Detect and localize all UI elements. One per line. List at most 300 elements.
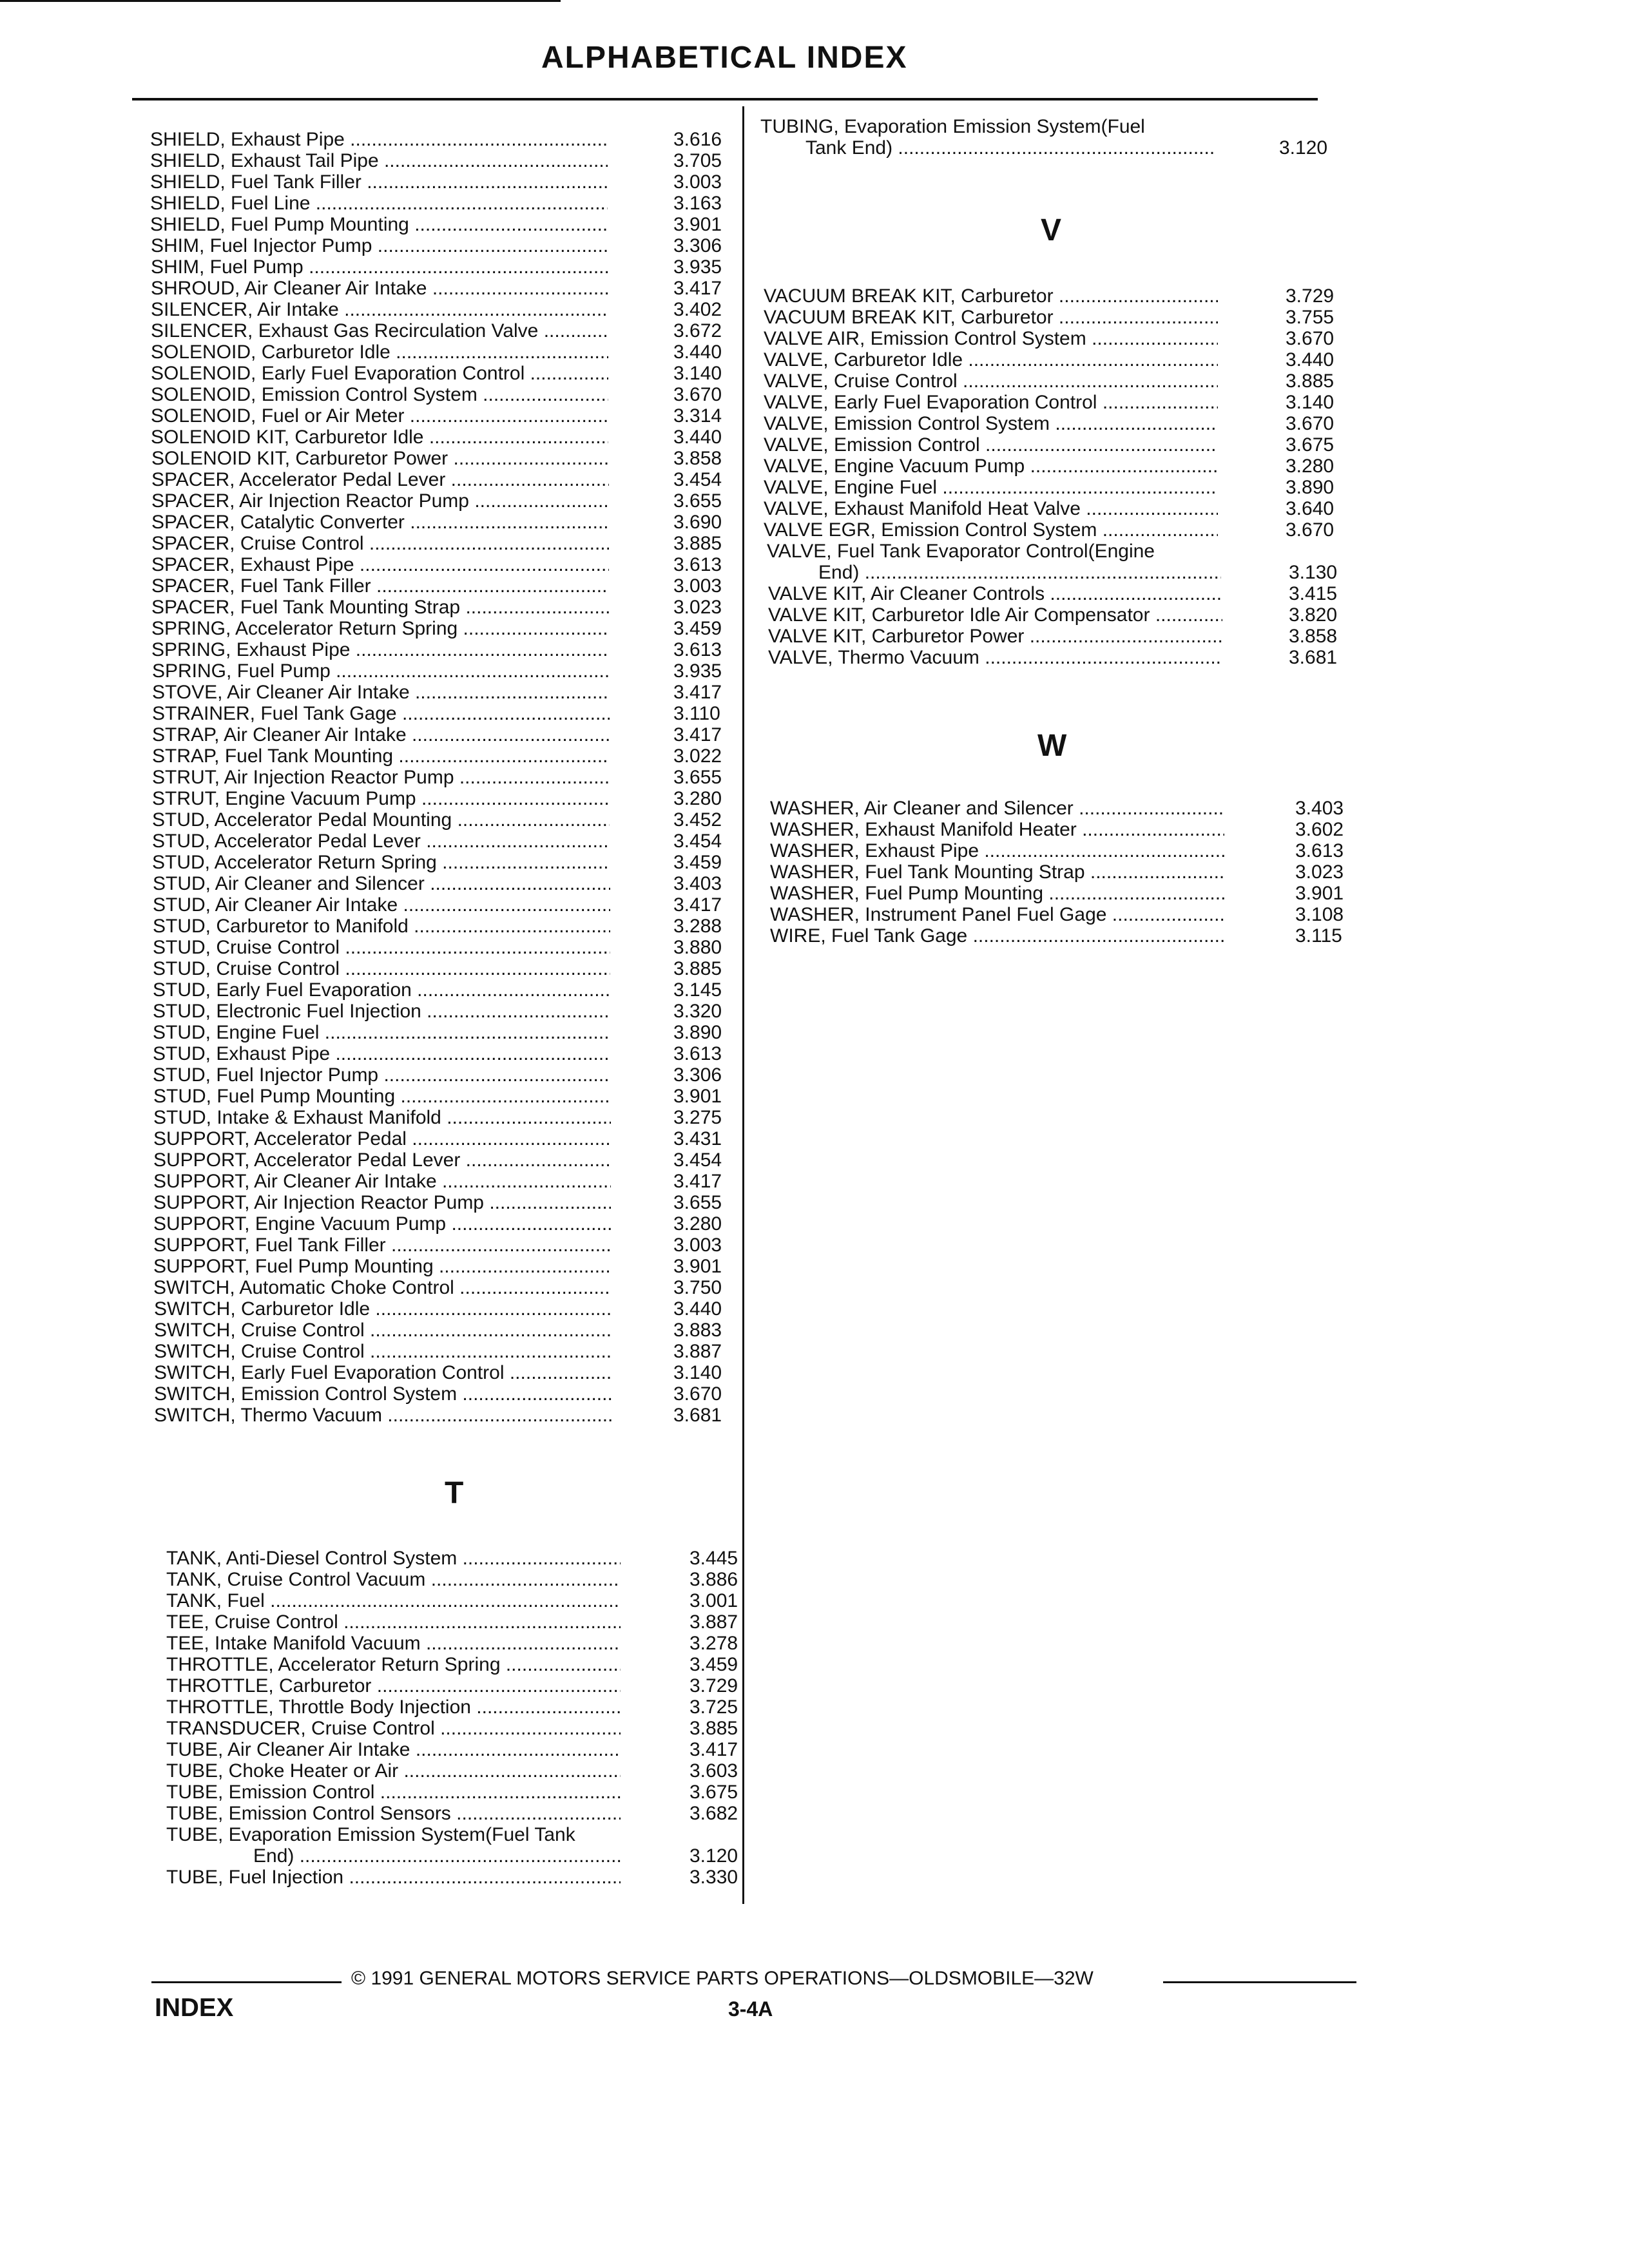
index-entry — [764, 392, 1335, 413]
entry-label: SWITCH, Cruise Control ..... — [154, 1341, 612, 1362]
index-entry — [151, 597, 722, 618]
entry-page: 3.885 — [689, 1718, 738, 1739]
entry-page: 3.454 — [673, 831, 722, 852]
index-entry — [764, 498, 1335, 519]
entry-page: 3.459 — [673, 852, 722, 873]
index-entry — [151, 554, 722, 575]
index-entry — [152, 660, 722, 682]
index-entry — [153, 1192, 722, 1213]
index-entry — [153, 916, 722, 937]
entry-label: SHIELD, Fuel Line ..... — [150, 193, 608, 214]
index-entry — [166, 1696, 738, 1718]
entry-page: 3.640 — [1286, 498, 1335, 519]
entry-label: SHIELD, Fuel Pump Mounting ..... — [150, 214, 608, 235]
index-entry — [768, 583, 1338, 604]
index-entry — [764, 434, 1335, 456]
entry-page: 3.459 — [689, 1654, 738, 1675]
entry-page: 3.003 — [673, 575, 722, 597]
entry-label: TUBE, Emission Control ..... — [166, 1782, 621, 1803]
entry-label: SPACER, Exhaust Pipe ..... — [151, 554, 609, 575]
entry-page: 3.880 — [673, 937, 722, 958]
entry-label: STUD, Fuel Pump Mounting ..... — [153, 1086, 611, 1107]
index-entry — [151, 384, 722, 405]
entry-page: 3.454 — [673, 1149, 722, 1171]
entry-page: 3.613 — [1295, 840, 1344, 861]
entry-label: WASHER, Exhaust Manifold Heater ..... — [770, 819, 1224, 840]
index-entry — [153, 1043, 722, 1064]
entry-label: SUPPORT, Air Injection Reactor Pump ..... — [153, 1192, 611, 1213]
index-entry — [151, 278, 722, 299]
entry-label: SWITCH, Carburetor Idle ..... — [154, 1298, 612, 1320]
index-entry — [770, 798, 1344, 819]
entry-page: 3.890 — [1286, 477, 1335, 498]
index-entry — [166, 1569, 738, 1590]
entry-page: 3.415 — [1289, 583, 1338, 604]
entry-page: 3.440 — [673, 427, 722, 448]
entry-label: SWITCH, Thermo Vacuum ..... — [154, 1405, 612, 1426]
entry-label: End) ..... — [253, 1845, 621, 1867]
index-entry — [166, 1675, 738, 1696]
index-entry — [153, 937, 722, 958]
index-entry — [150, 150, 722, 171]
entry-label: End) ..... — [818, 562, 1221, 583]
index-entry — [151, 575, 722, 597]
index-entry — [764, 456, 1335, 477]
index-entry — [150, 193, 722, 214]
entry-label: SHIELD, Exhaust Pipe ..... — [150, 129, 608, 150]
entry-label-line: TUBING, Evaporation Emission System(Fuel — [760, 116, 1145, 137]
index-entry — [154, 1405, 722, 1426]
entry-label: SWITCH, Automatic Choke Control ..... — [153, 1277, 611, 1298]
entry-label: TEE, Cruise Control ..... — [166, 1611, 621, 1633]
entry-page: 3.602 — [1295, 819, 1344, 840]
entry-label: SOLENOID, Emission Control System ..... — [151, 384, 608, 405]
entry-label: THROTTLE, Throttle Body Injection ..... — [166, 1696, 621, 1718]
entry-page: 3.417 — [673, 894, 722, 916]
index-entry — [768, 604, 1338, 626]
index-entry — [166, 1782, 738, 1803]
index-entry — [151, 235, 722, 256]
page-number: 3-4A — [728, 1997, 773, 2021]
entry-page: 3.402 — [673, 299, 722, 320]
entry-label: STUD, Accelerator Return Spring ..... — [152, 852, 610, 873]
entry-page: 3.120 — [1279, 137, 1328, 159]
entry-page: 3.320 — [673, 1001, 722, 1022]
entry-label: TEE, Intake Manifold Vacuum ..... — [166, 1633, 621, 1654]
entry-label: STRAP, Air Cleaner Air Intake ..... — [152, 724, 610, 745]
entry-page: 3.454 — [673, 469, 722, 490]
entry-label: STUD, Engine Fuel ..... — [153, 1022, 610, 1043]
entry-label: SHIELD, Exhaust Tail Pipe ..... — [150, 150, 608, 171]
index-entry — [154, 1320, 722, 1341]
index-entry — [166, 1548, 738, 1569]
entry-page: 3.403 — [1295, 798, 1344, 819]
entry-label: VALVE, Early Fuel Evaporation Control ..... — [764, 392, 1218, 413]
entry-label: TANK, Cruise Control Vacuum ..... — [166, 1569, 621, 1590]
entry-page: 3.280 — [1286, 456, 1335, 477]
title-rule — [132, 98, 1318, 101]
entry-label: VALVE, Exhaust Manifold Heat Valve ..... — [764, 498, 1218, 519]
entry-page: 3.729 — [689, 1675, 738, 1696]
index-entry — [152, 788, 722, 809]
entry-page: 3.001 — [689, 1590, 738, 1611]
index-entry — [154, 1362, 722, 1383]
entry-label: WASHER, Exhaust Pipe ..... — [770, 840, 1224, 861]
entry-label: WASHER, Air Cleaner and Silencer ..... — [770, 798, 1224, 819]
footer-section-label: INDEX — [155, 1994, 234, 2022]
entry-label: STUD, Exhaust Pipe ..... — [153, 1043, 610, 1064]
entry-page: 3.885 — [673, 533, 722, 554]
entry-label: SHIM, Fuel Pump ..... — [151, 256, 608, 278]
entry-page: 3.655 — [673, 1192, 722, 1213]
index-entry — [770, 925, 1342, 947]
entry-page: 3.140 — [1286, 392, 1335, 413]
index-entry — [153, 958, 722, 979]
index-entry — [150, 214, 722, 235]
index-entry — [805, 137, 1328, 159]
index-entry — [770, 819, 1344, 840]
entry-page: 3.417 — [673, 278, 722, 299]
entry-page: 3.417 — [673, 724, 722, 745]
entry-label: SPACER, Accelerator Pedal Lever ..... — [151, 469, 609, 490]
entry-label: SPACER, Fuel Tank Filler ..... — [151, 575, 609, 597]
entry-label: WASHER, Instrument Panel Fuel Gage ..... — [770, 904, 1224, 925]
index-entry — [764, 328, 1335, 349]
entry-page: 3.675 — [689, 1782, 738, 1803]
index-entry — [152, 703, 720, 724]
entry-label: SHROUD, Air Cleaner Air Intake ..... — [151, 278, 608, 299]
entry-label: STUD, Accelerator Pedal Mounting ..... — [152, 809, 610, 831]
entry-label: VALVE, Cruise Control ..... — [764, 370, 1218, 392]
entry-label: SPACER, Air Injection Reactor Pump ..... — [151, 490, 609, 512]
entry-page: 3.417 — [673, 1171, 722, 1192]
entry-label: WASHER, Fuel Tank Mounting Strap ..... — [770, 861, 1224, 883]
entry-label: WASHER, Fuel Pump Mounting ..... — [770, 883, 1224, 904]
entry-label: VALVE, Carburetor Idle ..... — [764, 349, 1218, 370]
entry-page: 3.616 — [673, 129, 722, 150]
entry-label: SILENCER, Exhaust Gas Recirculation Valve ..... — [151, 320, 608, 341]
index-entry — [764, 413, 1335, 434]
entry-page: 3.901 — [673, 214, 722, 235]
index-entry — [151, 512, 722, 533]
index-entry — [151, 639, 722, 660]
index-entry — [151, 363, 722, 384]
entry-label: STUD, Air Cleaner and Silencer ..... — [153, 873, 610, 894]
entry-page: 3.755 — [1286, 307, 1335, 328]
index-entry — [770, 861, 1344, 883]
entry-label: Tank End) ..... — [805, 137, 1215, 159]
entry-page: 3.023 — [1295, 861, 1344, 883]
entry-page: 3.725 — [689, 1696, 738, 1718]
entry-page: 3.445 — [689, 1548, 738, 1569]
index-entry — [150, 171, 722, 193]
entry-label: TANK, Anti-Diesel Control System ..... — [166, 1548, 621, 1569]
entry-label: SUPPORT, Fuel Pump Mounting ..... — [153, 1256, 611, 1277]
entry-page: 3.690 — [673, 512, 722, 533]
entry-label: STUD, Air Cleaner Air Intake ..... — [153, 894, 610, 916]
entry-label: VALVE, Engine Fuel ..... — [764, 477, 1218, 498]
entry-label: SILENCER, Air Intake ..... — [151, 299, 608, 320]
page-title: ALPHABETICAL INDEX — [541, 41, 908, 75]
entry-page: 3.670 — [673, 1383, 722, 1405]
column-divider — [742, 106, 744, 1904]
entry-label: SOLENOID KIT, Carburetor Power ..... — [151, 448, 609, 469]
entry-page: 3.886 — [689, 1569, 738, 1590]
section-letter-v: V — [1041, 213, 1062, 247]
footer-rule-left — [151, 1981, 342, 1983]
entry-page: 3.417 — [673, 682, 722, 703]
entry-label: SHIELD, Fuel Tank Filler ..... — [150, 171, 608, 193]
entry-page: 3.655 — [673, 767, 722, 788]
index-entry — [152, 852, 722, 873]
entry-label: STOVE, Air Cleaner Air Intake ..... — [152, 682, 610, 703]
footer-rule-right — [1163, 1981, 1356, 1983]
index-entry — [153, 1149, 722, 1171]
section-letter-w: W — [1037, 729, 1067, 763]
index-entry — [152, 745, 722, 767]
entry-label: STRUT, Air Injection Reactor Pump ..... — [152, 767, 610, 788]
entry-label: VALVE, Emission Control ..... — [764, 434, 1218, 456]
index-entry — [154, 1383, 722, 1405]
entry-label: STUD, Carburetor to Manifold ..... — [153, 916, 610, 937]
entry-label: SHIM, Fuel Injector Pump ..... — [151, 235, 608, 256]
entry-page: 3.120 — [689, 1845, 738, 1867]
index-entry — [153, 894, 722, 916]
entry-label: STUD, Fuel Injector Pump ..... — [153, 1064, 610, 1086]
entry-label: VALVE, Thermo Vacuum ..... — [768, 647, 1222, 668]
index-entry — [166, 1590, 738, 1611]
entry-page: 3.306 — [673, 235, 722, 256]
entry-label: SWITCH, Emission Control System ..... — [154, 1383, 612, 1405]
index-entry — [151, 405, 722, 427]
index-entry — [153, 979, 722, 1001]
index-entry — [770, 904, 1344, 925]
entry-page: 3.459 — [673, 618, 722, 639]
entry-page: 3.672 — [673, 320, 722, 341]
entry-page: 3.613 — [673, 639, 722, 660]
entry-label: SOLENOID, Fuel or Air Meter ..... — [151, 405, 608, 427]
entry-page: 3.682 — [689, 1803, 738, 1824]
entry-page: 3.705 — [673, 150, 722, 171]
entry-page: 3.003 — [673, 171, 722, 193]
entry-label: STUD, Intake & Exhaust Manifold ..... — [153, 1107, 611, 1128]
entry-label: SUPPORT, Accelerator Pedal ..... — [153, 1128, 611, 1149]
entry-label: SPRING, Accelerator Return Spring ..... — [151, 618, 609, 639]
index-entry — [152, 809, 722, 831]
entry-page: 3.935 — [673, 660, 722, 682]
entry-label: SUPPORT, Engine Vacuum Pump ..... — [153, 1213, 611, 1235]
entry-label-line: VALVE, Fuel Tank Evaporator Control(Engine — [767, 541, 1155, 562]
entry-label: VALVE KIT, Carburetor Idle Air Compensator ..... — [768, 604, 1222, 626]
entry-label: SPACER, Fuel Tank Mounting Strap ..... — [151, 597, 609, 618]
entry-page: 3.887 — [673, 1341, 722, 1362]
entry-page: 3.729 — [1286, 285, 1335, 307]
entry-page: 3.452 — [673, 809, 722, 831]
entry-page: 3.280 — [673, 1213, 722, 1235]
index-entry — [764, 285, 1335, 307]
entry-page: 3.108 — [1295, 904, 1344, 925]
entry-label: VALVE KIT, Carburetor Power ..... — [768, 626, 1222, 647]
index-entry — [153, 1128, 722, 1149]
entry-page: 3.163 — [673, 193, 722, 214]
entry-label: THROTTLE, Carburetor ..... — [166, 1675, 621, 1696]
entry-label: TRANSDUCER, Cruise Control ..... — [166, 1718, 621, 1739]
entry-label: STUD, Early Fuel Evaporation ..... — [153, 979, 610, 1001]
entry-page: 3.887 — [689, 1611, 738, 1633]
entry-page: 3.330 — [689, 1867, 738, 1888]
index-entry — [764, 307, 1335, 328]
index-entry — [166, 1633, 738, 1654]
entry-label: SUPPORT, Air Cleaner Air Intake ..... — [153, 1171, 611, 1192]
entry-page: 3.022 — [673, 745, 722, 767]
entry-page: 3.670 — [1286, 413, 1335, 434]
index-entry — [151, 490, 722, 512]
section-letter-t: T — [445, 1476, 464, 1510]
entry-page: 3.278 — [689, 1633, 738, 1654]
entry-label: SUPPORT, Accelerator Pedal Lever ..... — [153, 1149, 611, 1171]
entry-page: 3.403 — [673, 873, 722, 894]
entry-page: 3.858 — [1289, 626, 1338, 647]
index-entry — [152, 682, 722, 703]
index-entry — [153, 1107, 722, 1128]
footer-copyright: © 1991 GENERAL MOTORS SERVICE PARTS OPERATIONS—OLDSMOBILE—32W — [351, 1968, 1094, 1989]
entry-label: SPACER, Cruise Control ..... — [151, 533, 609, 554]
entry-page: 3.140 — [673, 363, 722, 384]
entry-page: 3.901 — [673, 1256, 722, 1277]
index-entry — [154, 1341, 722, 1362]
index-entry — [152, 767, 722, 788]
index-entry — [151, 618, 722, 639]
entry-label: SOLENOID, Early Fuel Evaporation Control ..... — [151, 363, 608, 384]
entry-page: 3.901 — [673, 1086, 722, 1107]
index-entry — [153, 1235, 722, 1256]
entry-label: STRAINER, Fuel Tank Gage ..... — [152, 703, 610, 724]
entry-page: 3.603 — [689, 1760, 738, 1782]
entry-page: 3.890 — [673, 1022, 722, 1043]
index-entry — [151, 299, 722, 320]
entry-page: 3.750 — [673, 1277, 722, 1298]
entry-page: 3.023 — [673, 597, 722, 618]
entry-label: STUD, Cruise Control ..... — [153, 958, 610, 979]
entry-label: VACUUM BREAK KIT, Carburetor ..... — [764, 307, 1218, 328]
index-entry — [166, 1803, 738, 1824]
index-entry — [764, 519, 1335, 541]
entry-page: 3.306 — [673, 1064, 722, 1086]
index-entry — [152, 831, 722, 852]
entry-page: 3.440 — [1286, 349, 1335, 370]
entry-label: SWITCH, Cruise Control ..... — [154, 1320, 612, 1341]
index-entry — [770, 883, 1344, 904]
index-entry — [166, 1718, 738, 1739]
index-entry — [153, 1256, 722, 1277]
index-entry — [253, 1845, 738, 1867]
index-entry — [153, 1022, 722, 1043]
entry-page: 3.670 — [1286, 328, 1335, 349]
index-entry — [151, 256, 722, 278]
entry-page: 3.681 — [1289, 647, 1338, 668]
entry-label: TUBE, Emission Control Sensors ..... — [166, 1803, 621, 1824]
entry-page: 3.110 — [673, 703, 720, 724]
entry-label: VALVE, Emission Control System ..... — [764, 413, 1218, 434]
index-entry — [153, 1001, 722, 1022]
top-edge-rule — [0, 0, 561, 2]
index-entry — [151, 320, 722, 341]
entry-page: 3.681 — [673, 1405, 722, 1426]
entry-label: STUD, Electronic Fuel Injection ..... — [153, 1001, 610, 1022]
index-entry — [150, 129, 722, 150]
index-entry — [166, 1611, 738, 1633]
entry-label: TUBE, Fuel Injection ..... — [166, 1867, 621, 1888]
index-entry — [151, 427, 722, 448]
index-entry — [151, 341, 722, 363]
entry-page: 3.440 — [673, 1298, 722, 1320]
index-entry — [166, 1867, 738, 1888]
entry-label: STUD, Accelerator Pedal Lever ..... — [152, 831, 610, 852]
index-entry — [153, 873, 722, 894]
entry-label: VALVE KIT, Air Cleaner Controls ..... — [768, 583, 1222, 604]
entry-page: 3.431 — [673, 1128, 722, 1149]
index-entry — [166, 1654, 738, 1675]
entry-page: 3.613 — [673, 554, 722, 575]
index-entry — [764, 370, 1335, 392]
entry-label: SPACER, Catalytic Converter ..... — [151, 512, 609, 533]
entry-label: SUPPORT, Fuel Tank Filler ..... — [153, 1235, 611, 1256]
entry-page: 3.613 — [673, 1043, 722, 1064]
entry-page: 3.280 — [673, 788, 722, 809]
index-entry — [153, 1086, 722, 1107]
entry-label: SWITCH, Early Fuel Evaporation Control ..... — [154, 1362, 612, 1383]
index-entry — [151, 533, 722, 554]
index-entry — [151, 469, 722, 490]
entry-page: 3.883 — [673, 1320, 722, 1341]
index-entry — [768, 647, 1338, 668]
index-entry — [166, 1739, 738, 1760]
entry-page: 3.417 — [689, 1739, 738, 1760]
entry-page: 3.130 — [1289, 562, 1338, 583]
entry-page: 3.655 — [673, 490, 722, 512]
index-entry — [764, 477, 1335, 498]
entry-page: 3.670 — [1286, 519, 1335, 541]
index-entry — [152, 724, 722, 745]
index-entry — [153, 1064, 722, 1086]
index-entry — [153, 1171, 722, 1192]
index-entry — [770, 840, 1344, 861]
entry-label: SPRING, Fuel Pump ..... — [152, 660, 610, 682]
index-entry — [151, 448, 722, 469]
entry-page: 3.820 — [1289, 604, 1338, 626]
index-entry — [818, 562, 1338, 583]
entry-page: 3.314 — [673, 405, 722, 427]
entry-label-line: TUBE, Evaporation Emission System(Fuel Tank — [166, 1824, 575, 1845]
index-entry — [154, 1298, 722, 1320]
entry-page: 3.670 — [673, 384, 722, 405]
entry-page: 3.675 — [1286, 434, 1335, 456]
entry-label: VACUUM BREAK KIT, Carburetor ..... — [764, 285, 1218, 307]
entry-label: VALVE AIR, Emission Control System ..... — [764, 328, 1218, 349]
entry-label: VALVE EGR, Emission Control System ..... — [764, 519, 1218, 541]
entry-page: 3.935 — [673, 256, 722, 278]
entry-label: STRUT, Engine Vacuum Pump ..... — [152, 788, 610, 809]
entry-page: 3.885 — [673, 958, 722, 979]
entry-page: 3.288 — [673, 916, 722, 937]
entry-page: 3.115 — [1295, 925, 1342, 947]
entry-page: 3.140 — [673, 1362, 722, 1383]
entry-label: TUBE, Air Cleaner Air Intake ..... — [166, 1739, 621, 1760]
entry-label: TUBE, Choke Heater or Air ..... — [166, 1760, 621, 1782]
entry-label: TANK, Fuel ..... — [166, 1590, 621, 1611]
index-entry — [166, 1760, 738, 1782]
entry-label: THROTTLE, Accelerator Return Spring ..... — [166, 1654, 621, 1675]
